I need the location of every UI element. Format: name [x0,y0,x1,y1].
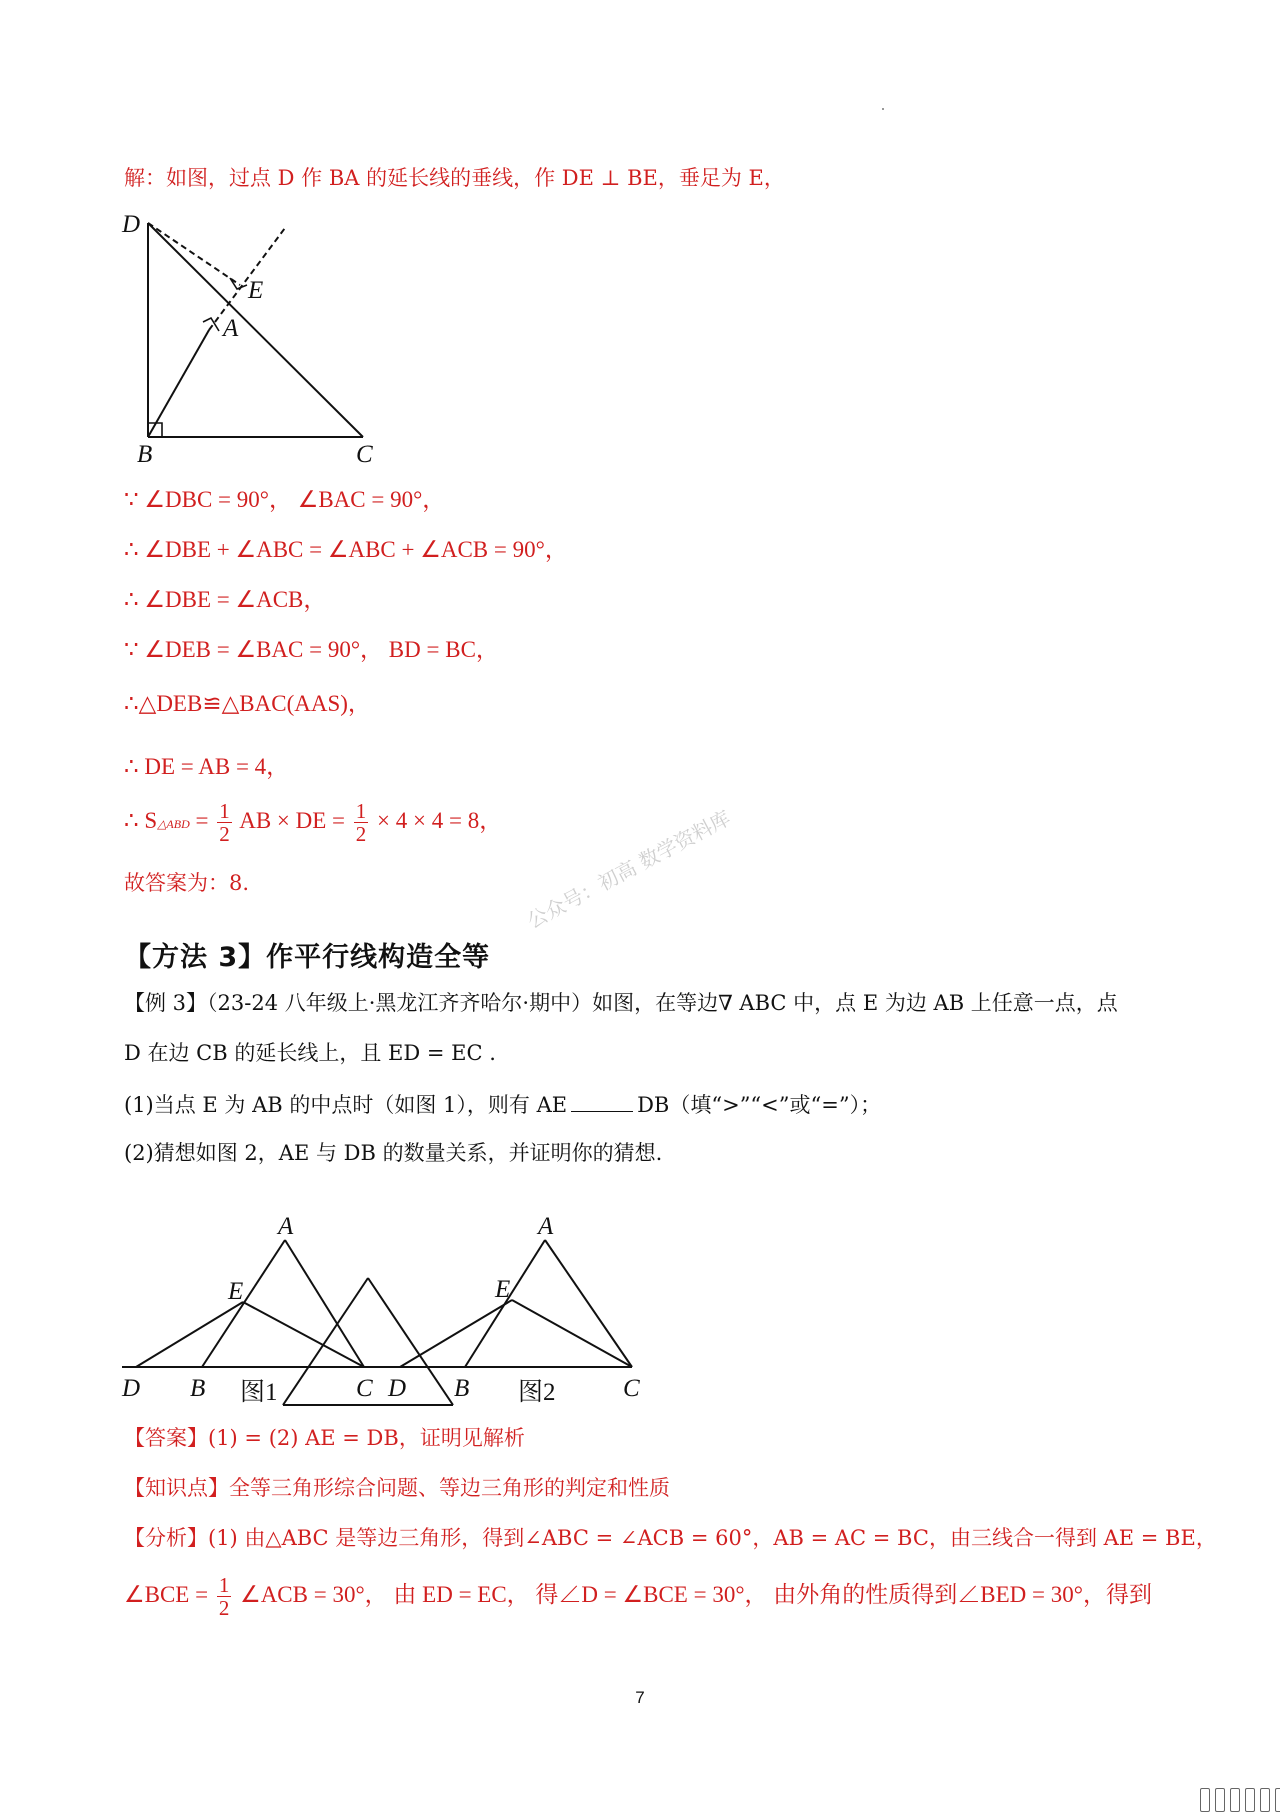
question-2: (2)猜想如图 2，AE 与 DB 的数量关系，并证明你的猜想. [124,1141,663,1165]
fig1-label-B: B [190,1375,206,1402]
decorative-bars [1200,1788,1280,1812]
label-C: C [356,441,373,465]
example-figures [100,1190,660,1410]
fig2-label-D: D [388,1375,407,1402]
solution-intro: 解：如图，过点 D 作 BA 的延长线的垂线，作 DE ⊥ BE，垂足为 E， [124,166,785,190]
knowledge-line: 【知识点】全等三角形综合问题、等边三角形的判定和性质 [124,1476,670,1500]
fig1-label-C: C [356,1375,373,1402]
analysis-fraction: $\frac{1}{2}$ [218,1573,230,1621]
label-D: D [122,211,141,238]
area-eq: = [195,807,209,833]
fig2-label-C: C [623,1375,640,1402]
area-tail: × 4 × 4 = 8， [377,807,503,833]
area-step [124,800,502,845]
area-subscript: △ABD [157,816,190,831]
area-prefix: ∴ S [124,807,158,833]
fig2-label-B: B [454,1375,470,1402]
fig1-label-E: E [228,1278,244,1305]
question-1 [124,1093,881,1116]
analysis-line-1: 【分析】(1) 由△ABC 是等边三角形，得到∠ABC = ∠ACB = 60°，AB = AC = BC，由三线合一得到 AE = BE， [124,1526,1217,1550]
step-3: ∴ ∠DBE = ∠ACB， [124,587,327,612]
step-4: ∵ ∠DEB = ∠BAC = 90°， BD = BC， [124,637,499,662]
analysis-2-pre: ∠BCE = [124,1581,209,1607]
fraction-half-2: $\frac{1}{2}$ [355,799,367,847]
fig1-caption: 图1 [240,1379,278,1406]
question-1-post: DB（填“>”“<”或“=”）； [637,1093,882,1117]
page-number: 7 [635,1688,645,1707]
fig2-caption: 图2 [518,1379,556,1406]
example-line-2: D 在边 CB 的延长线上，且 ED = EC . [124,1041,496,1065]
label-A: A [223,315,239,342]
solution-figure [110,205,410,465]
step-6: ∴ DE = AB = 4， [124,754,290,779]
fig2-label-E: E [495,1276,511,1303]
speck [882,108,884,110]
analysis-2-post: ∠ACB = 30°， 由 ED = EC， 得∠D = ∠BCE = 30°， 由外角的性质得到∠BED = 30°，得到 [240,1581,1152,1607]
fraction-half: $\frac{1}{2}$ [219,799,230,847]
analysis-line-2 [124,1574,1152,1619]
watermark: 公众号：初高 数学资料库 [523,805,735,934]
step-2: ∴ ∠DBE + ∠ABC = ∠ABC + ∠ACB = 90°， [124,537,568,562]
fig1-label-D: D [122,1375,141,1402]
step-1: ∵ ∠DBC = 90°， ∠BAC = 90°， [124,487,446,512]
question-1-pre: (1)当点 E 为 AB 的中点时（如图 1），则有 AE [124,1093,568,1117]
step-5: ∴△DEB≌△BAC(AAS)， [124,691,371,716]
label-E: E [248,277,264,304]
fig2-label-A: A [538,1213,554,1240]
method-heading: 【方法 3】作平行线构造全等 [124,942,491,973]
answer-blank [571,1093,633,1112]
example-line-1: 【例 3】（23-24 八年级上·黑龙江齐齐哈尔·期中）如图，在等边∇ ABC 中，点 E 为边 AB 上任意一点，点 [124,991,1118,1015]
area-mid: AB × DE = [239,807,346,833]
label-B: B [137,441,153,465]
answer-line: 【答案】(1) = (2) AE = DB，证明见解析 [124,1426,525,1450]
fig1-label-A: A [278,1213,294,1240]
solution-answer: 故答案为：8. [124,871,250,895]
